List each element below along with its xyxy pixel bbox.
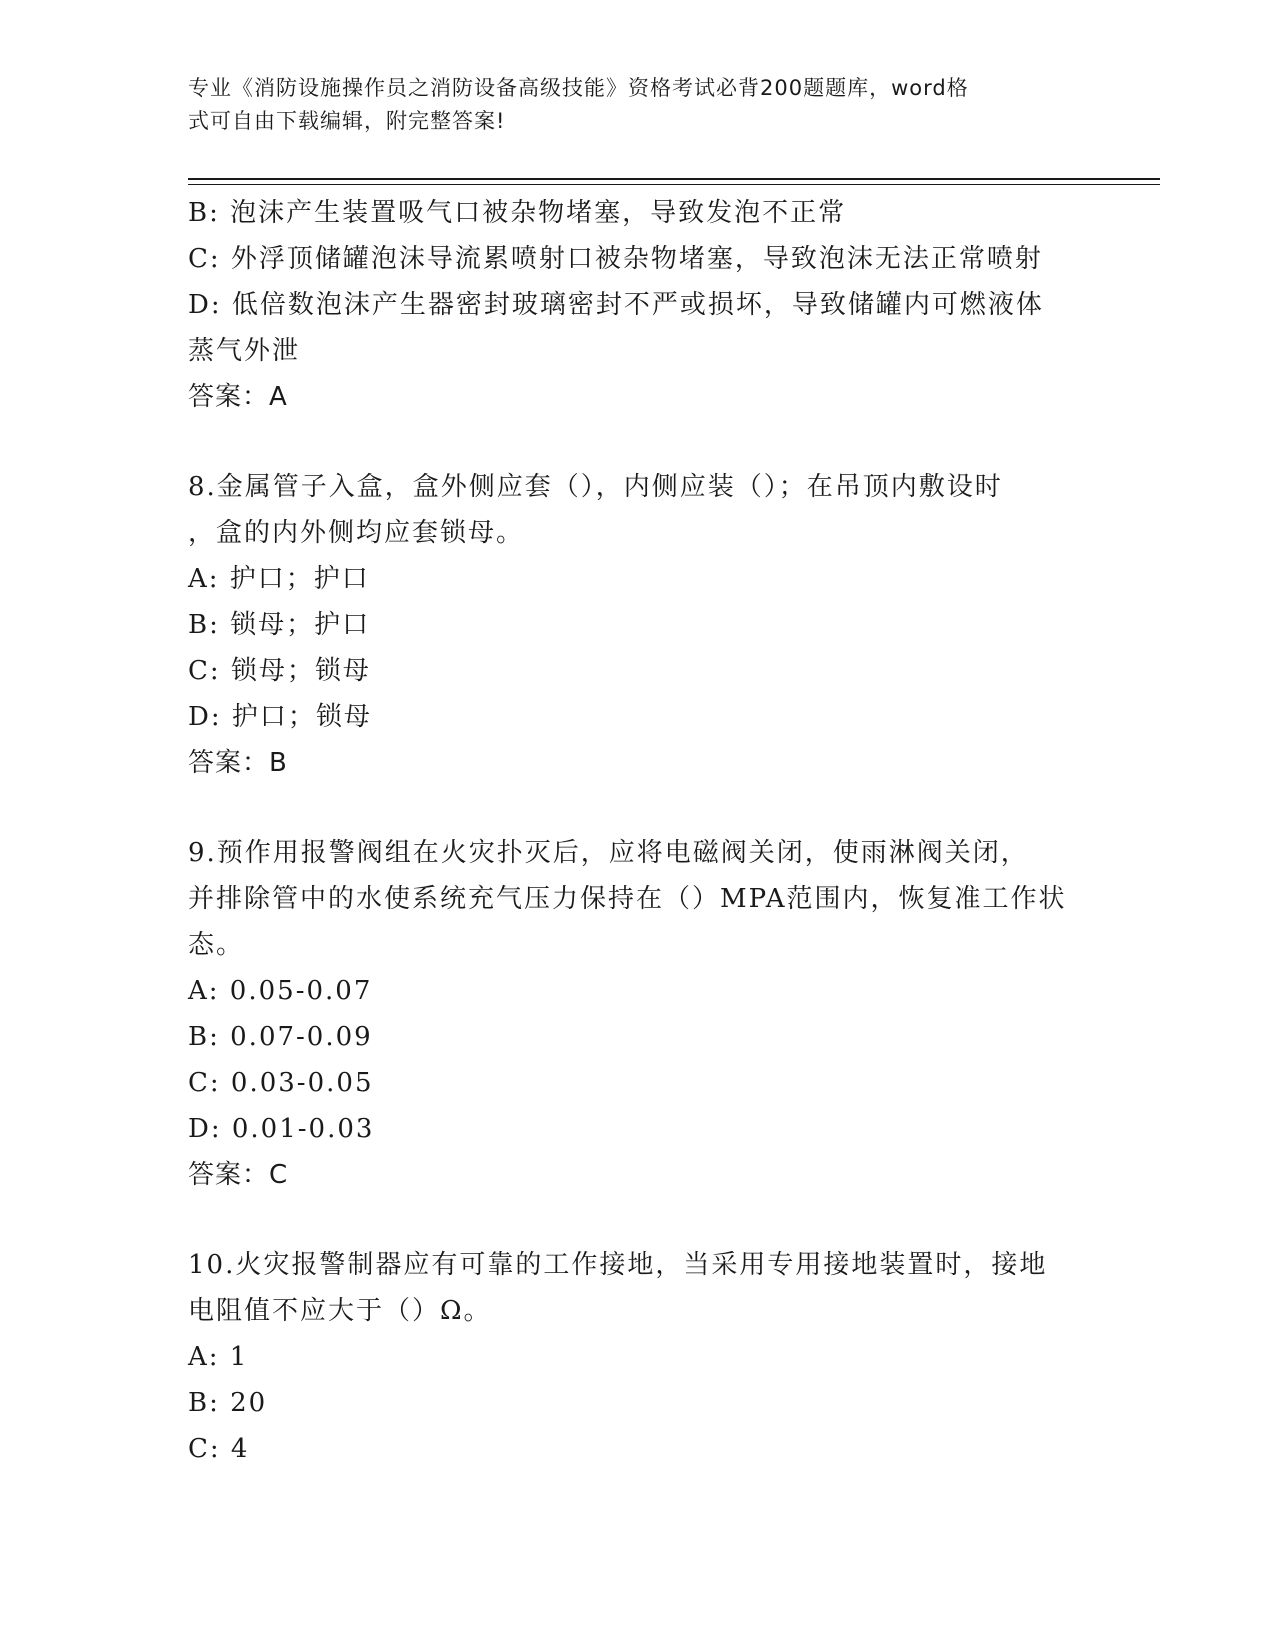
- question-7-option-b: B: 泡沫产生装置吸气口被杂物堵塞，导致发泡不正常: [188, 198, 847, 228]
- question-8-stem-line-1: 8.金属管子入盒，盒外侧应套（），内侧应装（）；在吊顶内敷设时: [188, 472, 1003, 502]
- question-10-stem-line-1: 10.火灾报警制器应有可靠的工作接地，当采用专用接地装置时，接地: [188, 1250, 1048, 1280]
- document-header: [188, 72, 1068, 138]
- header-rule-thin: [188, 184, 1160, 185]
- question-7-option-d-line-1: D: 低倍数泡沫产生器密封玻璃密封不严或损坏，导致储罐内可燃液体: [188, 290, 1044, 320]
- question-8-option-c: C: 锁母；锁母: [188, 656, 371, 686]
- question-7-option-d-line-2: 蒸气外泄: [188, 336, 301, 366]
- header-rule-thick: [188, 178, 1160, 180]
- question-10-stem-line-2: 电阻值不应大于（）Ω。: [188, 1296, 492, 1326]
- question-9-option-b: B: 0.07-0.09: [188, 1022, 373, 1052]
- question-8-option-a: A: 护口；护口: [188, 564, 370, 594]
- question-9-stem-line-1: 9.预作用报警阀组在火灾扑灭后，应将电磁阀关闭，使雨淋阀关闭，: [188, 838, 1029, 868]
- header-line-2: 式可自由下载编辑，附完整答案!: [188, 109, 506, 133]
- question-10: [188, 1242, 1088, 1472]
- question-10-option-b: B: 20: [188, 1388, 268, 1418]
- question-8-answer: 答案：B: [188, 748, 288, 778]
- question-9-option-c: C: 0.03-0.05: [188, 1068, 374, 1098]
- question-8-option-b: B: 锁母；护口: [188, 610, 371, 640]
- spacer: [188, 1198, 1088, 1242]
- header-line-1: 专业《消防设施操作员之消防设备高级技能》资格考试必背200题题库，word格: [188, 76, 969, 100]
- question-7: [188, 190, 1088, 420]
- spacer: [188, 786, 1088, 830]
- question-10-option-c: C: 4: [188, 1434, 250, 1464]
- question-7-option-c: C: 外浮顶储罐泡沫导流累喷射口被杂物堵塞，导致泡沫无法正常喷射: [188, 244, 1043, 274]
- question-9-stem-line-2: 并排除管中的水使系统充气压力保持在（）MPA范围内，恢复准工作状: [188, 884, 1067, 914]
- question-9-answer: 答案：C: [188, 1160, 289, 1190]
- question-10-option-a: A: 1: [188, 1342, 249, 1372]
- question-8: [188, 464, 1088, 786]
- spacer: [188, 420, 1088, 464]
- document-body: [188, 190, 1088, 1472]
- question-9-option-a: A: 0.05-0.07: [188, 976, 373, 1006]
- question-9-stem-line-3: 态。: [188, 930, 245, 960]
- question-9-option-d: D: 0.01-0.03: [188, 1114, 375, 1144]
- question-8-stem-line-2: ，盒的内外侧均应套锁母。: [188, 518, 525, 548]
- question-7-answer: 答案：A: [188, 382, 288, 412]
- question-9: [188, 830, 1088, 1198]
- question-8-option-d: D: 护口；锁母: [188, 702, 372, 732]
